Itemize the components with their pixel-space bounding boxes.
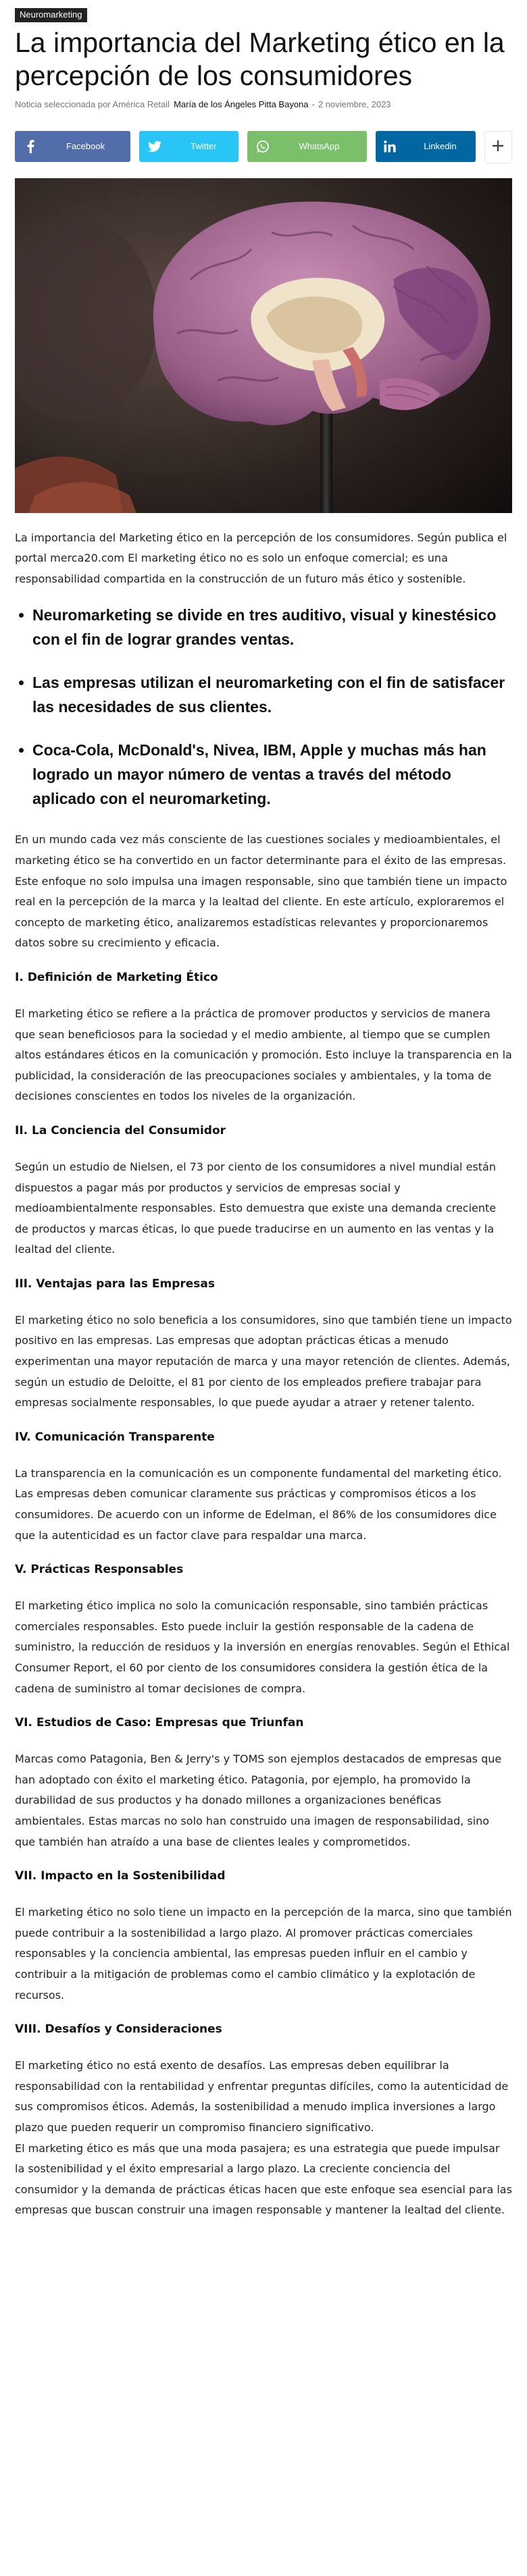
article-body <box>15 528 512 2221</box>
publish-date: 2 noviembre, 2023 <box>318 99 391 109</box>
section-paragraph: El marketing ético no solo tiene un impacto en la percepción de la marca, sino que también puede contribuir a la sostenibilidad a largo plazo. Al promover prácticas comerciales responsables y la conciencia ambiental, las empresas pueden influir en el cambio y contribuir a la mitigación de problemas como el cambio climático y la explotación de recursos. <box>15 1906 512 2002</box>
share-facebook-label: Facebook <box>66 141 105 152</box>
key-point: Las empresas utilizan el neuromarketing con el fin de satisfacer las necesidades de sus clientes. <box>32 670 512 719</box>
section-paragraph: La transparencia en la comunicación es un componente fundamental del marketing ético. Las empresas deben comunicar claramente sus prácticas y compromisos éticos a los consumidores. De acuerdo con un informe de Edelman, el 86% de los consumidores dice que la autenticidad es un factor clave para respaldar una marca. <box>15 1466 502 1542</box>
share-linkedin-button[interactable] <box>376 131 475 162</box>
intro-paragraph: La importancia del Marketing ético en la percepción de los consumidores. Según publica el portal merca20.com El marketing ético no es solo un enfoque comercial; es una responsabilidad compartida en la construcción de un futuro más ético y sostenible. <box>15 531 507 585</box>
section-heading: VI. Estudios de Caso: Empresas que Triunfan <box>15 1716 304 1730</box>
category-badge[interactable]: Neuromarketing <box>15 8 87 22</box>
section-heading: VII. Impacto en la Sostenibilidad <box>15 1869 226 1883</box>
key-point: Coca-Cola, McDonald's, Nivea, IBM, Apple y muchas más han logrado un mayor número de ventas a través del método aplicado con el neuromarketing. <box>32 738 512 811</box>
share-whatsapp-label: WhatsApp <box>299 141 340 152</box>
facebook-icon <box>15 131 46 162</box>
share-facebook-button[interactable] <box>15 131 130 162</box>
share-more-button[interactable] <box>484 131 512 163</box>
hero-image <box>15 178 512 513</box>
share-twitter-button[interactable] <box>139 131 239 162</box>
section-heading: V. Prácticas Responsables <box>15 1563 184 1577</box>
section-paragraph: El marketing ético no está exento de desafíos. Las empresas deben equilibrar la responsabilidad con la rentabilidad y enfrentar preguntas difíciles, como la autenticidad de sus compromisos éticos. Además, la sostenibilidad a menudo implica inversiones a largo plazo que pueden requerir un compromiso financiero significativo. <box>15 2059 509 2134</box>
linkedin-icon <box>376 131 403 162</box>
section-heading: II. La Conciencia del Consumidor <box>15 1123 226 1137</box>
section-heading: III. Ventajas para las Empresas <box>15 1277 216 1291</box>
share-whatsapp-button[interactable] <box>247 131 367 162</box>
article-meta <box>15 99 512 109</box>
author-link[interactable]: María de los Ángeles Pitta Bayona <box>174 99 309 109</box>
meta-prefix: Noticia seleccionada por América Retail <box>15 99 170 109</box>
meta-separator: - <box>311 99 315 109</box>
share-bar <box>15 131 512 162</box>
section-heading: VIII. Desafíos y Consideraciones <box>15 2022 222 2037</box>
context-paragraph: En un mundo cada vez más consciente de las cuestiones sociales y medioambientales, el marketing ético se ha convertido en un factor determinante para el éxito de las empresas. Este enfoque no solo impulsa una imagen responsable, sino que también tiene un impacto real en la percepción de la marca y la lealtad del cliente. En este artículo, exploraremos el concepto de marketing ético, analizaremos estadísticas relevantes y proporcionaremos datos sobre su crecimiento y eficacia. <box>15 833 507 950</box>
closing-paragraph: El marketing ético es más que una moda pasajera; es una estrategia que puede impulsar la sostenibilidad y el éxito empresarial a largo plazo. La creciente conciencia del consumidor y la demanda de prácticas éticas hacen que este enfoque sea esencial para las empresas que buscan construir una imagen responsable y mantener la lealtad del cliente. <box>15 2141 512 2217</box>
page-title: La importancia del Marketing ético en la percepción de los consumidores <box>15 26 505 91</box>
share-linkedin-label: Linkedin <box>424 141 457 152</box>
twitter-icon <box>139 131 170 162</box>
key-points-list <box>15 603 512 811</box>
section-heading: I. Definición de Marketing Ético <box>15 970 218 984</box>
share-twitter-label: Twitter <box>191 141 217 152</box>
section-paragraph: El marketing ético implica no solo la comunicación responsable, sino también prácticas comerciales responsables. Esto puede incluir la gestión responsable de la cadena de suministro, la reducción de residuos y la inversión en energías renovables. Según el Ethical Consumer Report, el 60 por ciento de los consumidores considera la gestión ética de la cadena de suministro al tomar decisiones de compra. <box>15 1599 510 1695</box>
section-paragraph: Marcas como Patagonia, Ben & Jerry's y TOMS son ejemplos destacados de empresas que han adoptado con éxito el marketing ético. Patagonia, por ejemplo, ha promovido la durabilidad de sus productos y ha donado millones a organizaciones benéficas ambientales. Estas marcas no solo han construido una imagen de responsabilidad, sino que también han atraído a una base de clientes leales y comprometidos. <box>15 1752 502 1848</box>
plus-icon <box>493 140 503 153</box>
key-point: Neuromarketing se divide en tres auditivo, visual y kinestésico con el fin de lograr grandes ventas. <box>32 603 512 651</box>
section-heading: IV. Comunicación Transparente <box>15 1430 215 1444</box>
section-paragraph: Según un estudio de Nielsen, el 73 por ciento de los consumidores a nivel mundial están dispuestos a pagar más por productos y servicios de empresas social y medioambientalmente responsables. Esto demuestra que existe una demanda creciente de productos y marcas éticas, lo que puede traducirse en un aumento en las ventas y la lealtad del cliente. <box>15 1160 497 1256</box>
whatsapp-icon <box>247 131 278 162</box>
section-paragraph: El marketing ético se refiere a la práctica de promover productos y servicios de manera que sean beneficiosos para la sociedad y el medio ambiente, al tiempo que se cumplen altos estándares éticos en la comunicación y promoción. Esto incluye la transparencia en la publicidad, la consideración de las preocupaciones sociales y ambientales, y la toma de decisiones conscientes en todos los niveles de la organización. <box>15 1007 512 1103</box>
section-paragraph: El marketing ético no solo beneficia a los consumidores, sino que también tiene un impacto positivo en las empresas. Las empresas que adoptan prácticas éticas a menudo experimentan una mayor reputación de marca y una mayor retención de clientes. Además, según un estudio de Deloitte, el 81 por ciento de los empleados prefiere trabajar para empresas socialmente responsables, lo que puede ayudar a atraer y retener talento. <box>15 1313 512 1410</box>
